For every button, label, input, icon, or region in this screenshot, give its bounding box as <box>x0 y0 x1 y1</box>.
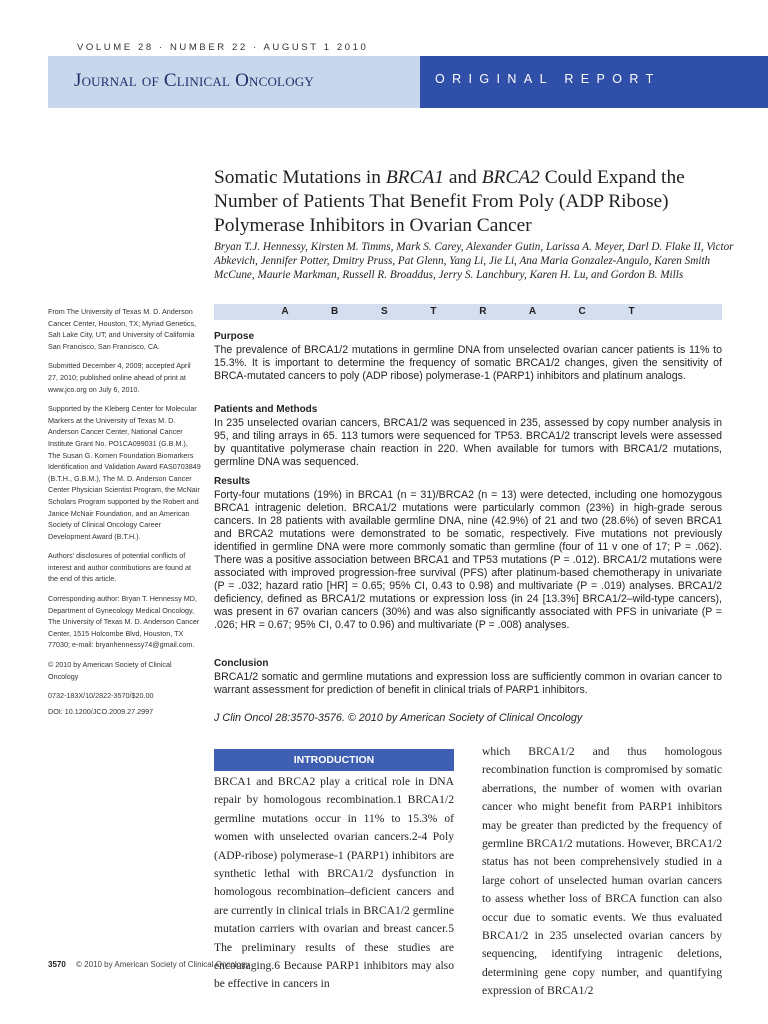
submission-dates: Submitted December 4, 2009; accepted April 27, 2010; published online ahead of print at www.jco.org on July 6, 2010. <box>48 361 191 394</box>
journal-title: Journal of Clinical Oncology <box>74 70 314 91</box>
methods-heading: Patients and Methods <box>214 404 318 415</box>
footer-copyright: © 2010 by American Society of Clinical Oncology <box>76 960 250 969</box>
abstract-results <box>214 476 722 632</box>
affiliations: From The University of Texas M. D. Anderson Cancer Center, Houston, TX; Myriad Genetics, Salt Lake City, UT; and University of California San Francisco, San Francisco, CA. <box>48 307 197 351</box>
body-column-right: which BRCA1/2 and thus homologous recombination function is compromised by somatic aberrations, the number of women with ovarian cancer who might benefit from PARP1 inhibitors may be greater than predicted by the frequency of germline BRCA1/2 mutations. However, BRCA1/2 status has not been comprehensively studied in a large cohort of unselected human ovarian cancers to assess whether loss of BRCA function can also occur due to somatic events. We thus evaluated BRCA1/2 in 235 unselected ovarian cancers by sequencing, identifying intragenic deletions, determining gene copy number, and quantifying expression of BRCA1/2 <box>482 745 722 998</box>
results-text: Forty-four mutations (19%) in BRCA1 (n = 31)/BRCA2 (n = 13) were detected, including one homozygous BRCA1 intragenic deletion. BRCA1/2 mutations were particularly common (23%) in high-grade serous cancers. In 28 patients with available germline DNA, nine (42.9%) of 21 and two (28.6%) of seven BRCA1 and BRCA2 mutations were demonstrated to be somatic, respectively. Five mutations not previously identified in germline DNA were more commonly somatic than germline (four of 11 v one of 17; P = .062). There was a positive association between BRCA1 and TP53 mutations (P = .012). BRCA1/2 mutations were associated with improved progression-free survival (PFS) after platinum-based chemotherapy in univariate (P = .032; hazard ratio [HR] = 0.65; 95% CI, 0.43 to 0.98) and multivariate (P = .019) analyses. BRCA1/2 deficiency, defined as BRCA1/2 mutations or expression loss (in 24 [13.3%] BRCA1/2–wild-type cancers), was present in 67 ovarian cancers (30%) and was also significantly associated with PFS in univariate (P = .026; HR = 0.67; 95% CI, 0.47 to 0.96) and multivariate (P = .008) analyses. <box>214 488 722 631</box>
conclusion-heading: Conclusion <box>214 658 269 669</box>
conclusion-text: BRCA1/2 somatic and germline mutations and expression loss are sufficiently common in ovarian cancer to warrant assessment for prediction of benefit in clinical trials of PARP1 inhibitors. <box>214 670 722 696</box>
issn: 0732-183X/10/2822-3570/$20.00 <box>48 691 154 701</box>
introduction-label: INTRODUCTION <box>293 754 375 766</box>
purpose-text: The prevalence of BRCA1/2 mutations in germline DNA from unselected ovarian cancer patients is 11% to 15.3%. It is important to determine the frequency of somatic BRCA1/2 changes, given the sensitivity of BRCA-mutated cancers to poly (ADP ribose) polymerase-1 (PARP1) inhibitors and platinum analogs. <box>214 343 722 382</box>
section-label: ORIGINAL REPORT <box>435 72 661 86</box>
doi: DOI: 10.1200/JCO.2009.27.2997 <box>48 706 154 716</box>
disclosures: Authors' disclosures of potential conflicts of interest and author contributions are found at the end of this article. <box>48 551 192 584</box>
citation-line: J Clin Oncol 28:3570-3576. © 2010 by American Society of Clinical Oncology <box>214 712 583 724</box>
abstract-purpose <box>214 331 722 383</box>
sidebar-notes <box>48 306 202 725</box>
copyright-note: © 2010 by American Society of Clinical Oncology <box>48 660 172 681</box>
corresponding-author: Corresponding author: Bryan T. Hennessy MD, Department of Gynecology Medical Oncology, The University of Texas M. D. Anderson Cancer Center, 1515 Holcombe Blvd, Houston, TX 77030; e-mail: bryanhennessy74@gmail.com. <box>48 594 200 650</box>
body-column-left: BRCA1 and BRCA2 play a critical role in DNA repair by homologous recombination.1 BRCA1/2 germline mutations occur in 11% to 15.3% of women with unselected ovarian cancers.2-4 Poly (ADP-ribose) polymerase-1 (PARP1) inhibitors are synthetic lethal with BRCA1/2 dysfunction in homologous recombination–deficient cancers and are currently in clinical trials in BRCA1/2 germline mutation carriers with ovarian and breast cancer.5 The preliminary results of these studies are encouraging.6 Because PARP1 inhibitors may also be effective in cancers in <box>214 775 454 991</box>
author-list: Bryan T.J. Hennessy, Kirsten M. Timms, Mark S. Carey, Alexander Gutin, Larissa A. Meyer, Darl D. Flake II, Victor Abkevich, Jennifer Potter, Dmitry Pruss, Pat Glenn, Yang Li, Jie Li, Ana Maria Gonzalez-Angulo, Karen Smith McCune, Maurie Markman, Russell R. Broaddus, Jerry S. Lanchbury, Karen H. Lu, and Gordon B. Mills <box>214 241 734 282</box>
abstract-methods <box>214 404 722 469</box>
abstract-conclusion <box>214 658 722 697</box>
article-title: Somatic Mutations in BRCA1 and BRCA2 Could Expand the Number of Patients That Benefit From Poly (ADP Ribose) Polymerase Inhibitors in Ovarian Cancer <box>214 167 685 236</box>
purpose-heading: Purpose <box>214 331 255 342</box>
volume-line: VOLUME 28 · NUMBER 22 · AUGUST 1 2010 <box>77 42 369 53</box>
methods-text: In 235 unselected ovarian cancers, BRCA1/2 was sequenced in 235, assessed by copy number analysis in 95, and tiling arrays in 65. 113 tumors were sequenced for TP53. BRCA1/2 transcript levels were assessed by quantitative polymerase chain reaction in 220. When available for tumors with BRCA1/2 mutations, germline DNA was sequenced. <box>214 416 722 468</box>
funding: Supported by the Kleberg Center for Molecular Markers at the University of Texas M. D. Anderson Cancer Center, National Cancer Institute Grant No. PO1CA099031 (G.B.M.), The Susan G. Komen Foundation Biomarkers Identification and Validation Award FAS0703849 (B.T.H., G.B.M.), The M. D. Anderson Cancer Center Physician Scientist Program, the McNair Scholars Program supported by the Robert and Janice McNair Foundation, and an American Society of Clinical Oncology Career Development Award (B.T.H.). <box>48 404 201 541</box>
abstract-label: A B S T R A C T <box>281 306 655 317</box>
results-heading: Results <box>214 476 251 487</box>
page-number: 3570 <box>48 960 66 969</box>
